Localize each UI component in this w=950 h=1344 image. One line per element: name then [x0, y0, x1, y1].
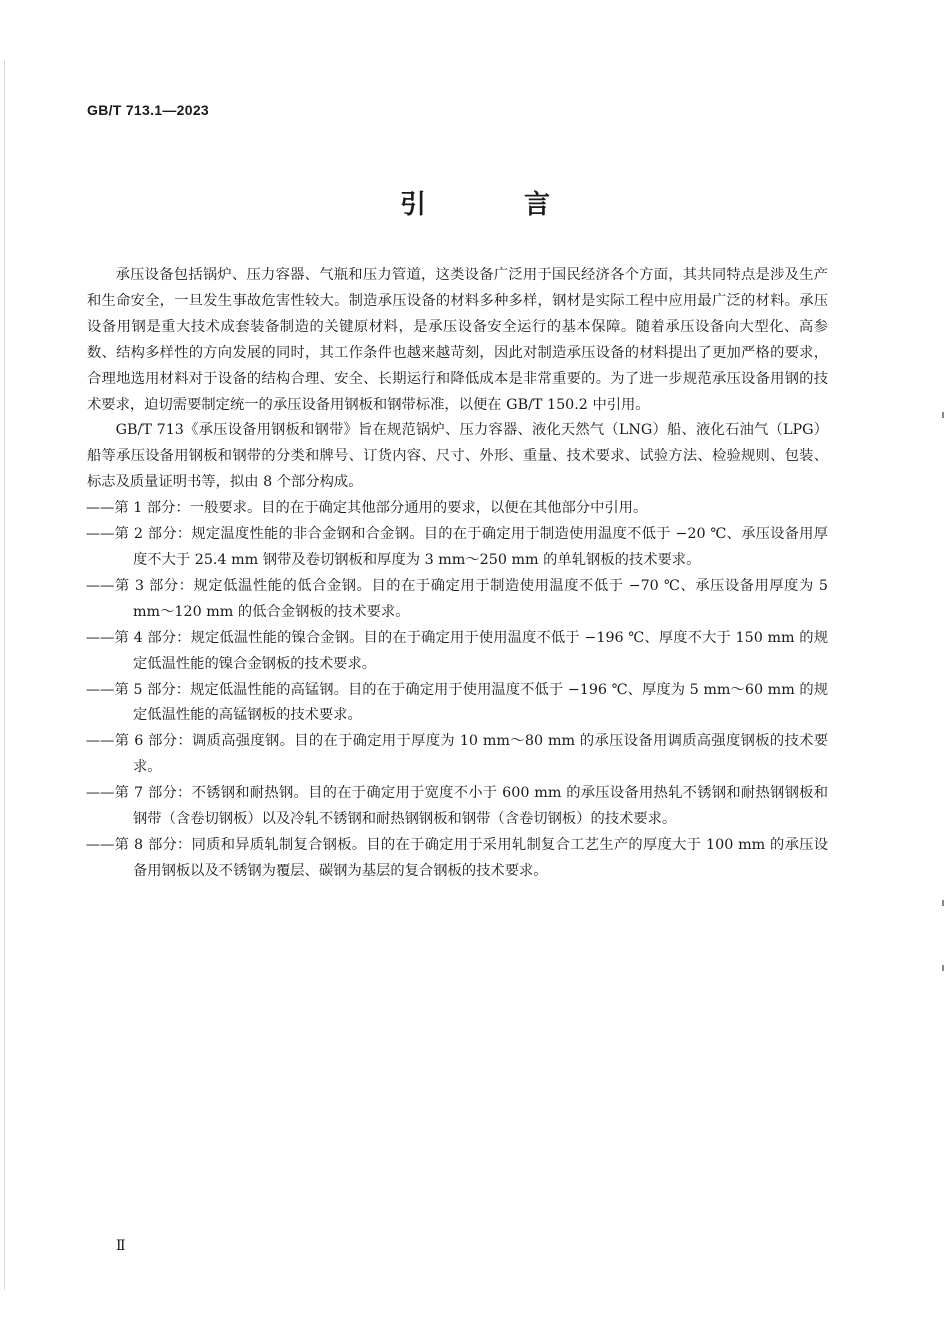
scan-edge-line — [4, 60, 5, 1290]
part-item-5: ——第 5 部分：规定低温性能的高锰钢。目的在于确定用于使用温度不低于 −196 ℃、厚度为 5 mm～60 mm 的规定低温性能的高锰钢板的技术要求。 — [85, 681, 828, 724]
part-item-6: ——第 6 部分：调质高强度钢。目的在于确定用于厚度为 10 mm～80 mm 的承压设备用调质高强度钢板的技术要求。 — [85, 733, 828, 776]
part-item-2: ——第 2 部分：规定温度性能的非合金钢和合金钢。目的在于确定用于制造使用温度不低于 −20 ℃、承压设备用厚度不大于 25.4 mm 钢带及卷切钢板和厚度为 3 mm～250 mm 的单轧钢板的技术要求。 — [85, 526, 828, 568]
scan-speck — [942, 965, 944, 971]
body-text — [87, 263, 828, 885]
scan-speck — [942, 412, 944, 418]
part-item-3: ——第 3 部分：规定低温性能的低合金钢。目的在于确定用于制造使用温度不低于 −70 ℃、承压设备用厚度为 5 mm～120 mm 的低合金钢板的技术要求。 — [85, 577, 828, 620]
intro-paragraph-2: GB/T 713《承压设备用钢板和钢带》旨在规范锅炉、压力容器、液化天然气（LNG）船、液化石油气（LPG）船等承压设备用钢板和钢带的分类和牌号、订货内容、尺寸、外形、重量、技术要求、试验方法、检验规则、包装、标志及质量证明书等，拟由 8 个部分构成。 — [87, 422, 828, 491]
scan-speck — [942, 900, 944, 906]
page-number: Ⅱ — [116, 1238, 126, 1254]
page-title: 引 言 — [399, 190, 586, 220]
part-item-4: ——第 4 部分：规定低温性能的镍合金钢。目的在于确定用于使用温度不低于 −196 ℃、厚度不大于 150 mm 的规定低温性能的镍合金钢板的技术要求。 — [85, 629, 828, 672]
part-item-8: ——第 8 部分：同质和异质轧制复合钢板。目的在于确定用于采用轧制复合工艺生产的厚度大于 100 mm 的承压设备用钢板以及不锈钢为覆层、碳钢为基层的复合钢板的技术要求。 — [85, 836, 828, 879]
part-item-7: ——第 7 部分：不锈钢和耐热钢。目的在于确定用于宽度不小于 600 mm 的承压设备用热轧不锈钢和耐热钢钢板和钢带（含卷切钢板）以及冷轧不锈钢和耐热钢钢板和钢带（含卷切钢板）的技术要求。 — [85, 785, 828, 828]
document-code: GB/T 713.1—2023 — [87, 102, 210, 118]
part-item-1: ——第 1 部分：一般要求。目的在于确定其他部分通用的要求，以便在其他部分中引用。 — [85, 500, 648, 517]
intro-paragraph-1: 承压设备包括锅炉、压力容器、气瓶和压力管道，这类设备广泛用于国民经济各个方面，其共同特点是涉及生产和生命安全，一旦发生事故危害性较大。制造承压设备的材料多种多样，钢材是实际工程中应用最广泛的材料。承压设备用钢是重大技术成套装备制造的关键原材料，是承压设备安全运行的基本保障。随着承压设备向大型化、高参数、结构多样性的方向发展的同时，其工作条件也越来越苛刻，因此对制造承压设备的材料提出了更加严格的要求，合理地选用材料对于设备的结构合理、安全、长期运行和降低成本是非常重要的。为了进一步规范承压设备用钢的技术要求，迫切需要制定统一的承压设备用钢板和钢带标准，以便在 GB/T 150.2 中引用。 — [87, 267, 828, 413]
